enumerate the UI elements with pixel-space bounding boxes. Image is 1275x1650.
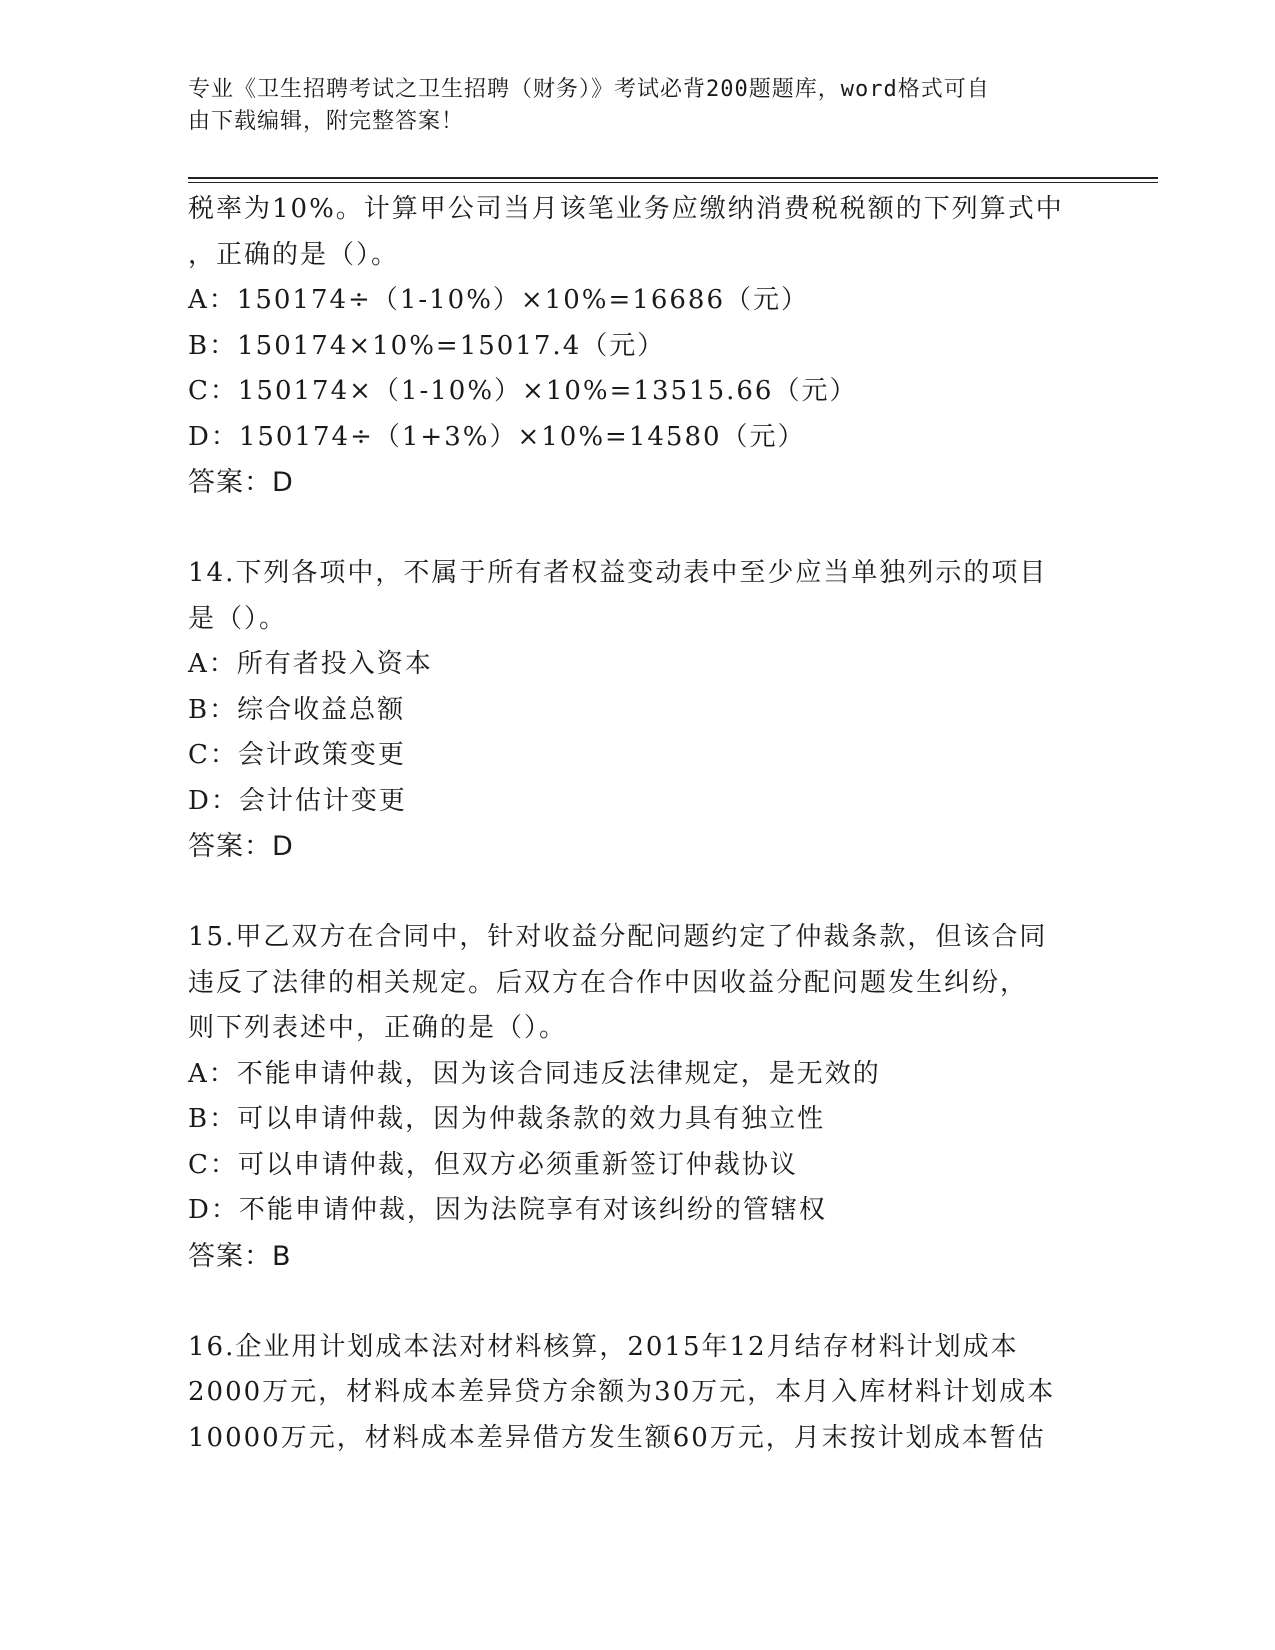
answer: 答案：D (188, 467, 294, 498)
header-line-1: 专业《卫生招聘考试之卫生招聘（财务）》考试必背200题题库，word格式可自 (188, 77, 990, 102)
answer: 答案：D (188, 831, 294, 862)
option-a: A：所有者投入资本 (188, 649, 433, 679)
option-c: C：150174×（1-10%）×10%=13515.66（元） (188, 376, 858, 406)
spacer (188, 1279, 1088, 1325)
option-c: C：会计政策变更 (188, 740, 406, 770)
question-stem: ，正确的是（）。 (188, 239, 400, 270)
option-b: B：150174×10%=15017.4（元） (188, 330, 666, 361)
option-b: B：综合收益总额 (188, 694, 406, 725)
question-14 (188, 551, 1088, 870)
question-stem: 16.企业用计划成本法对材料核算，2015年12月结存材料计划成本 (188, 1331, 1019, 1362)
question-stem: 15.甲乙双方在合同中，针对收益分配问题约定了仲裁条款，但该合同 (188, 922, 1048, 952)
question-13 (188, 187, 1088, 506)
option-b: B：可以申请仲裁，因为仲裁条款的效力具有独立性 (188, 1104, 826, 1134)
question-stem: 14.下列各项中，不属于所有者权益变动表中至少应当单独列示的项目 (188, 558, 1048, 588)
question-16 (188, 1325, 1088, 1462)
header-divider (188, 177, 1158, 183)
header-line-2: 由下载编辑，附完整答案！ (188, 109, 465, 134)
question-stem: 2000万元，材料成本差异贷方余额为30万元，本月入库材料计划成本 (188, 1377, 1056, 1407)
option-d: D：150174÷（1+3%）×10%=14580（元） (188, 421, 806, 452)
option-a: A：150174÷（1-10%）×10%=16686（元） (188, 285, 809, 315)
option-a: A：不能申请仲裁，因为该合同违反法律规定，是无效的 (188, 1058, 881, 1089)
option-d: D：会计估计变更 (188, 785, 407, 816)
question-stem: 违反了法律的相关规定。后双方在合作中因收益分配问题发生纠纷， (188, 967, 1029, 998)
question-stem: 10000万元，材料成本差异借方发生额60万元，月末按计划成本暂估 (188, 1422, 1046, 1453)
question-stem: 则下列表述中，正确的是（）。 (188, 1013, 568, 1043)
question-15 (188, 915, 1088, 1279)
option-c: C：可以申请仲裁，但双方必须重新签订仲裁协议 (188, 1149, 798, 1180)
spacer (188, 870, 1088, 916)
document-header (188, 74, 1088, 138)
option-d: D：不能申请仲裁，因为法院享有对该纠纷的管辖权 (188, 1195, 827, 1225)
answer: 答案：B (188, 1240, 292, 1272)
question-stem: 是（）。 (188, 603, 288, 634)
spacer (188, 506, 1088, 552)
question-stem: 税率为10%。计算甲公司当月该笔业务应缴纳消费税税额的下列算式中 (188, 194, 1064, 224)
document-body (188, 187, 1088, 1461)
